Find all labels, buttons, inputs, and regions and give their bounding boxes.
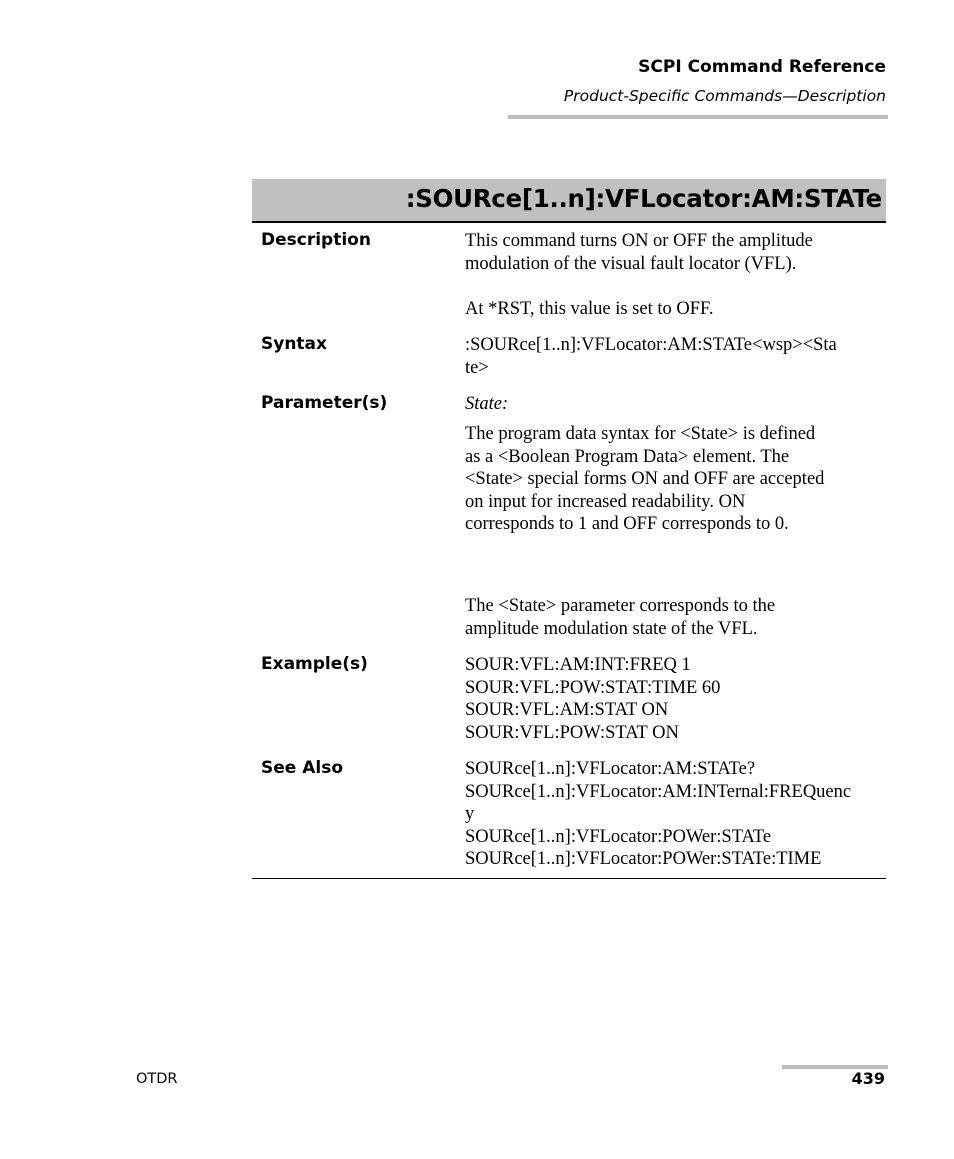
- examples-label: Example(s): [261, 654, 368, 674]
- parameter-description: [465, 423, 885, 536]
- see-also-line: SOURce[1..n]:VFLocator:AM:INTernal:FREQuenc: [465, 781, 852, 802]
- header-divider: [508, 115, 888, 119]
- syntax-text: [465, 334, 885, 379]
- example-line: SOUR:VFL:AM:INT:FREQ 1: [465, 655, 691, 675]
- example-line: SOUR:VFL:POW:STAT ON: [465, 722, 679, 743]
- syntax-label: Syntax: [261, 334, 327, 354]
- parameters-label: Parameter(s): [261, 393, 388, 413]
- description-text: [465, 230, 885, 275]
- command-title: :SOURce[1..n]:VFLocator:AM:STATe: [405, 184, 882, 213]
- parameter-line: as a <Boolean Program Data> element. The: [465, 446, 790, 467]
- description-label: Description: [261, 230, 371, 250]
- see-also-line: SOURce[1..n]:VFLocator:POWer:STATe: [465, 826, 772, 847]
- command-banner: [252, 179, 886, 223]
- see-also-line: SOURce[1..n]:VFLocator:AM:STATe?: [465, 759, 756, 779]
- parameter-line: corresponds to 1 and OFF corresponds to 0.: [465, 514, 789, 535]
- footer-product-name: OTDR: [136, 1071, 178, 1087]
- syntax-line: :SOURce[1..n]:VFLocator:AM:STATe<wsp><Sta: [465, 335, 837, 355]
- parameter-extra-line: amplitude modulation state of the VFL.: [465, 618, 758, 639]
- description-line: modulation of the visual fault locator (VFL).: [465, 253, 797, 274]
- example-line: SOUR:VFL:AM:STAT ON: [465, 700, 669, 721]
- syntax-line: te>: [465, 357, 489, 378]
- see-also-text: [465, 758, 885, 871]
- see-also-line: y: [465, 804, 475, 825]
- parameter-line: on input for increased readability. ON: [465, 491, 746, 512]
- see-also-line: SOURce[1..n]:VFLocator:POWer:STATe:TIME: [465, 849, 822, 870]
- parameter-line: The program data syntax for <State> is defined: [465, 424, 816, 444]
- see-also-label: See Also: [261, 758, 344, 778]
- description-line: This command turns ON or OFF the amplitude: [465, 231, 813, 251]
- parameter-name: State:: [465, 394, 509, 414]
- running-header-title: SCPI Command Reference: [638, 57, 886, 77]
- description-note: At *RST, this value is set to OFF.: [465, 299, 714, 319]
- running-header-subtitle: Product-Specific Commands—Description: [563, 87, 886, 105]
- table-bottom-divider: [252, 878, 886, 879]
- parameter-line: <State> special forms ON and OFF are accepted: [465, 469, 825, 490]
- parameter-extra-line: The <State> parameter corresponds to the: [465, 596, 776, 616]
- page-number: 439: [851, 1069, 885, 1088]
- example-line: SOUR:VFL:POW:STAT:TIME 60: [465, 677, 721, 698]
- examples-text: [465, 654, 885, 744]
- parameter-extra: [465, 595, 885, 640]
